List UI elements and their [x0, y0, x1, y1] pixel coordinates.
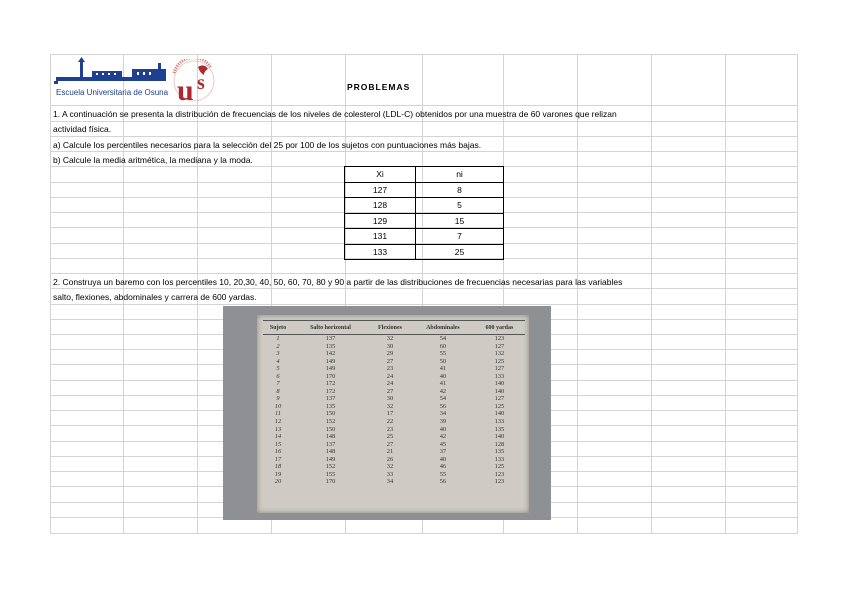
- photo-cell: 14: [274, 433, 282, 441]
- photo-cell: 148: [325, 448, 336, 456]
- photo-cell: 148: [325, 433, 336, 441]
- photo-cell: 135: [494, 425, 505, 433]
- institution-name: Escuela Universitaria de Osuna: [56, 88, 169, 97]
- photo-cell: 125: [494, 463, 505, 471]
- photo-cell: 12: [274, 418, 282, 426]
- table-row: [263, 410, 525, 418]
- photo-cell: 50: [439, 357, 447, 365]
- xi-cell: 131: [345, 229, 416, 245]
- xi-cell: 127: [345, 182, 416, 198]
- photo-cell: 29: [386, 350, 394, 358]
- table-row: [263, 403, 525, 411]
- photo-cell: 123: [494, 335, 505, 342]
- photo-cell: 27: [386, 440, 394, 448]
- table-row: [345, 229, 504, 245]
- table-row: [263, 471, 525, 479]
- photo-cell: 56: [439, 402, 447, 410]
- photo-cell: 140: [494, 380, 505, 388]
- table-row: [263, 448, 525, 456]
- question-b: b) Calcule la media aritmética, la mediana y la moda.: [53, 155, 253, 165]
- ni-cell: 25: [416, 244, 504, 260]
- photo-cell: 17: [386, 410, 394, 418]
- photo-cell: 172: [325, 387, 336, 395]
- photo-cell: 140: [494, 410, 505, 418]
- photo-cell: 127: [494, 365, 505, 373]
- photo-table-header: [263, 321, 525, 335]
- table-row: [263, 358, 525, 366]
- photo-cell: 135: [494, 448, 505, 456]
- photo-cell: 11: [275, 410, 281, 418]
- photo-cell: 149: [325, 455, 336, 463]
- photo-cell: 20: [274, 478, 282, 486]
- table-header-row: [345, 167, 504, 183]
- photo-cell: 149: [325, 365, 336, 373]
- header-sujeto: Sujeto: [263, 321, 293, 335]
- ni-cell: 8: [416, 182, 504, 198]
- table-row: [345, 198, 504, 214]
- photo-cell: 24: [386, 380, 394, 388]
- ni-cell: 7: [416, 229, 504, 245]
- photo-cell: 128: [494, 440, 505, 448]
- problem-1-text-cont: actividad física.: [53, 124, 112, 134]
- xi-cell: 133: [345, 244, 416, 260]
- photo-cell: 2: [276, 342, 280, 350]
- photo-cell: 54: [439, 395, 447, 403]
- photo-cell: 42: [439, 387, 447, 395]
- photo-cell: 55: [439, 350, 447, 358]
- photo-cell: 1: [276, 335, 280, 342]
- university-seal-icon: [171, 59, 217, 103]
- photo-cell: 19: [274, 470, 282, 478]
- photo-cell: 137: [325, 440, 336, 448]
- table-row: [263, 380, 525, 388]
- photo-cell: 4: [276, 357, 280, 365]
- table-row: [263, 456, 525, 464]
- photo-cell: 13: [274, 425, 282, 433]
- table-row: [263, 426, 525, 434]
- photo-cell: 135: [325, 342, 336, 350]
- xi-cell: 128: [345, 198, 416, 214]
- photo-cell: 15: [274, 440, 282, 448]
- photo-cell: 135: [325, 402, 336, 410]
- table-row: [263, 388, 525, 396]
- photo-paper: [257, 315, 529, 513]
- photo-cell: 18: [274, 463, 282, 471]
- photo-cell: 127: [494, 395, 505, 403]
- photo-cell: 37: [439, 448, 447, 456]
- photo-cell: 45: [439, 440, 447, 448]
- header-ni: ni: [416, 167, 504, 183]
- photo-cell: 56: [439, 478, 447, 486]
- table-row: [345, 244, 504, 260]
- photo-cell: 3: [276, 350, 280, 358]
- photo-cell: 32: [386, 402, 394, 410]
- photo-cell: 22: [386, 418, 394, 426]
- photo-cell: 150: [325, 425, 336, 433]
- photo-cell: 26: [386, 455, 394, 463]
- photo-cell: 125: [494, 357, 505, 365]
- photo-cell: 133: [494, 455, 505, 463]
- page-title: PROBLEMAS: [347, 82, 411, 92]
- table-row: [263, 478, 525, 486]
- table-row: [345, 182, 504, 198]
- photo-cell: 39: [439, 418, 447, 426]
- photo-cell: 25: [386, 433, 394, 441]
- table-row: [263, 350, 525, 358]
- photo-cell: 155: [325, 470, 336, 478]
- photo-cell: 137: [325, 395, 336, 403]
- photo-cell: 34: [386, 478, 394, 486]
- photo-cell: 5: [276, 365, 280, 373]
- problem-2-text: 2. Construya un baremo con los percentiles 10, 20,30, 40, 50, 60, 70, 80 y 90 a partir de las distribuciones de frecuencias necesarias para las variables: [53, 277, 623, 287]
- photo-cell: 24: [386, 372, 394, 380]
- header-xi: Xi: [345, 167, 416, 183]
- photo-cell: 40: [439, 425, 447, 433]
- photo-cell: 149: [325, 357, 336, 365]
- photo-cell: 17: [274, 455, 282, 463]
- table-row: [263, 335, 525, 343]
- table-row: [263, 365, 525, 373]
- photo-cell: 27: [386, 387, 394, 395]
- photo-cell: 60: [439, 342, 447, 350]
- table-row: [263, 418, 525, 426]
- photo-cell: 54: [439, 335, 447, 342]
- photo-cell: 142: [325, 350, 336, 358]
- xi-cell: 129: [345, 213, 416, 229]
- photo-cell: 170: [325, 478, 336, 486]
- photo-cell: 55: [439, 470, 447, 478]
- photo-cell: 132: [494, 350, 505, 358]
- table-row: [263, 433, 525, 441]
- photo-cell: 123: [494, 470, 505, 478]
- photo-cell: 140: [494, 433, 505, 441]
- photo-cell: 150: [325, 410, 336, 418]
- photo-cell: 32: [386, 463, 394, 471]
- photo-cell: 21: [386, 448, 394, 456]
- photo-cell: 137: [325, 335, 336, 342]
- table-row: [263, 441, 525, 449]
- photo-cell: 23: [386, 425, 394, 433]
- photo-cell: 41: [439, 365, 447, 373]
- photo-cell: 152: [325, 463, 336, 471]
- problem-1-text: 1. A continuación se presenta la distribución de frecuencias de los niveles de colesterol (LDL-C) obtenidos por una muestra de 60 varones que relizan: [53, 109, 617, 119]
- photo-cell: 152: [325, 418, 336, 426]
- photo-cell: 42: [439, 433, 447, 441]
- header-flexiones: Flexiones: [368, 321, 412, 335]
- photo-cell: 34: [439, 410, 447, 418]
- photo-cell: 125: [494, 402, 505, 410]
- photo-cell: 9: [276, 395, 280, 403]
- ni-cell: 5: [416, 198, 504, 214]
- photo-cell: 140: [494, 387, 505, 395]
- photo-cell: 7: [276, 380, 280, 388]
- photo-cell: 6: [276, 372, 280, 380]
- photo-cell: 133: [494, 372, 505, 380]
- problem-2-text-cont: salto, flexiones, abdominales y carrera de 600 yardas.: [53, 292, 257, 302]
- photo-cell: 30: [386, 395, 394, 403]
- data-table-photo: [223, 306, 551, 520]
- photo-cell: 170: [325, 372, 336, 380]
- photo-cell: 32: [386, 335, 394, 342]
- photo-cell: 16: [274, 448, 282, 456]
- question-a: a) Calcule los percentiles necesarios para la selección del 25 por 100 de los sujetos con puntuaciones más bajas.: [53, 140, 482, 150]
- ni-cell: 15: [416, 213, 504, 229]
- table-row: [263, 463, 525, 471]
- photo-cell: 23: [386, 365, 394, 373]
- photo-cell: 30: [386, 342, 394, 350]
- table-row: [263, 395, 525, 403]
- photo-cell: 8: [276, 387, 280, 395]
- photo-cell: 33: [386, 470, 394, 478]
- header-abdominales: Abdominales: [412, 321, 474, 335]
- table-row: [263, 343, 525, 351]
- photo-data-table: [263, 320, 525, 486]
- photo-cell: 123: [494, 478, 505, 486]
- table-row: [263, 373, 525, 381]
- header-600-yardas: 600 yardas: [474, 321, 525, 335]
- svg-text:u: u: [177, 74, 194, 103]
- photo-cell: 127: [494, 342, 505, 350]
- photo-table-body: [263, 335, 525, 486]
- institution-logo: [52, 57, 228, 104]
- photo-cell: 46: [439, 463, 447, 471]
- header-salto: Salto horizontal: [293, 321, 368, 335]
- photo-cell: 40: [439, 372, 447, 380]
- frequency-table: [344, 166, 504, 260]
- photo-cell: 40: [439, 455, 447, 463]
- photo-cell: 41: [439, 380, 447, 388]
- photo-cell: 133: [494, 418, 505, 426]
- table-row: [345, 213, 504, 229]
- photo-cell: 10: [274, 402, 282, 410]
- photo-cell: 27: [386, 357, 394, 365]
- svg-text:s: s: [197, 72, 205, 94]
- photo-cell: 172: [325, 380, 336, 388]
